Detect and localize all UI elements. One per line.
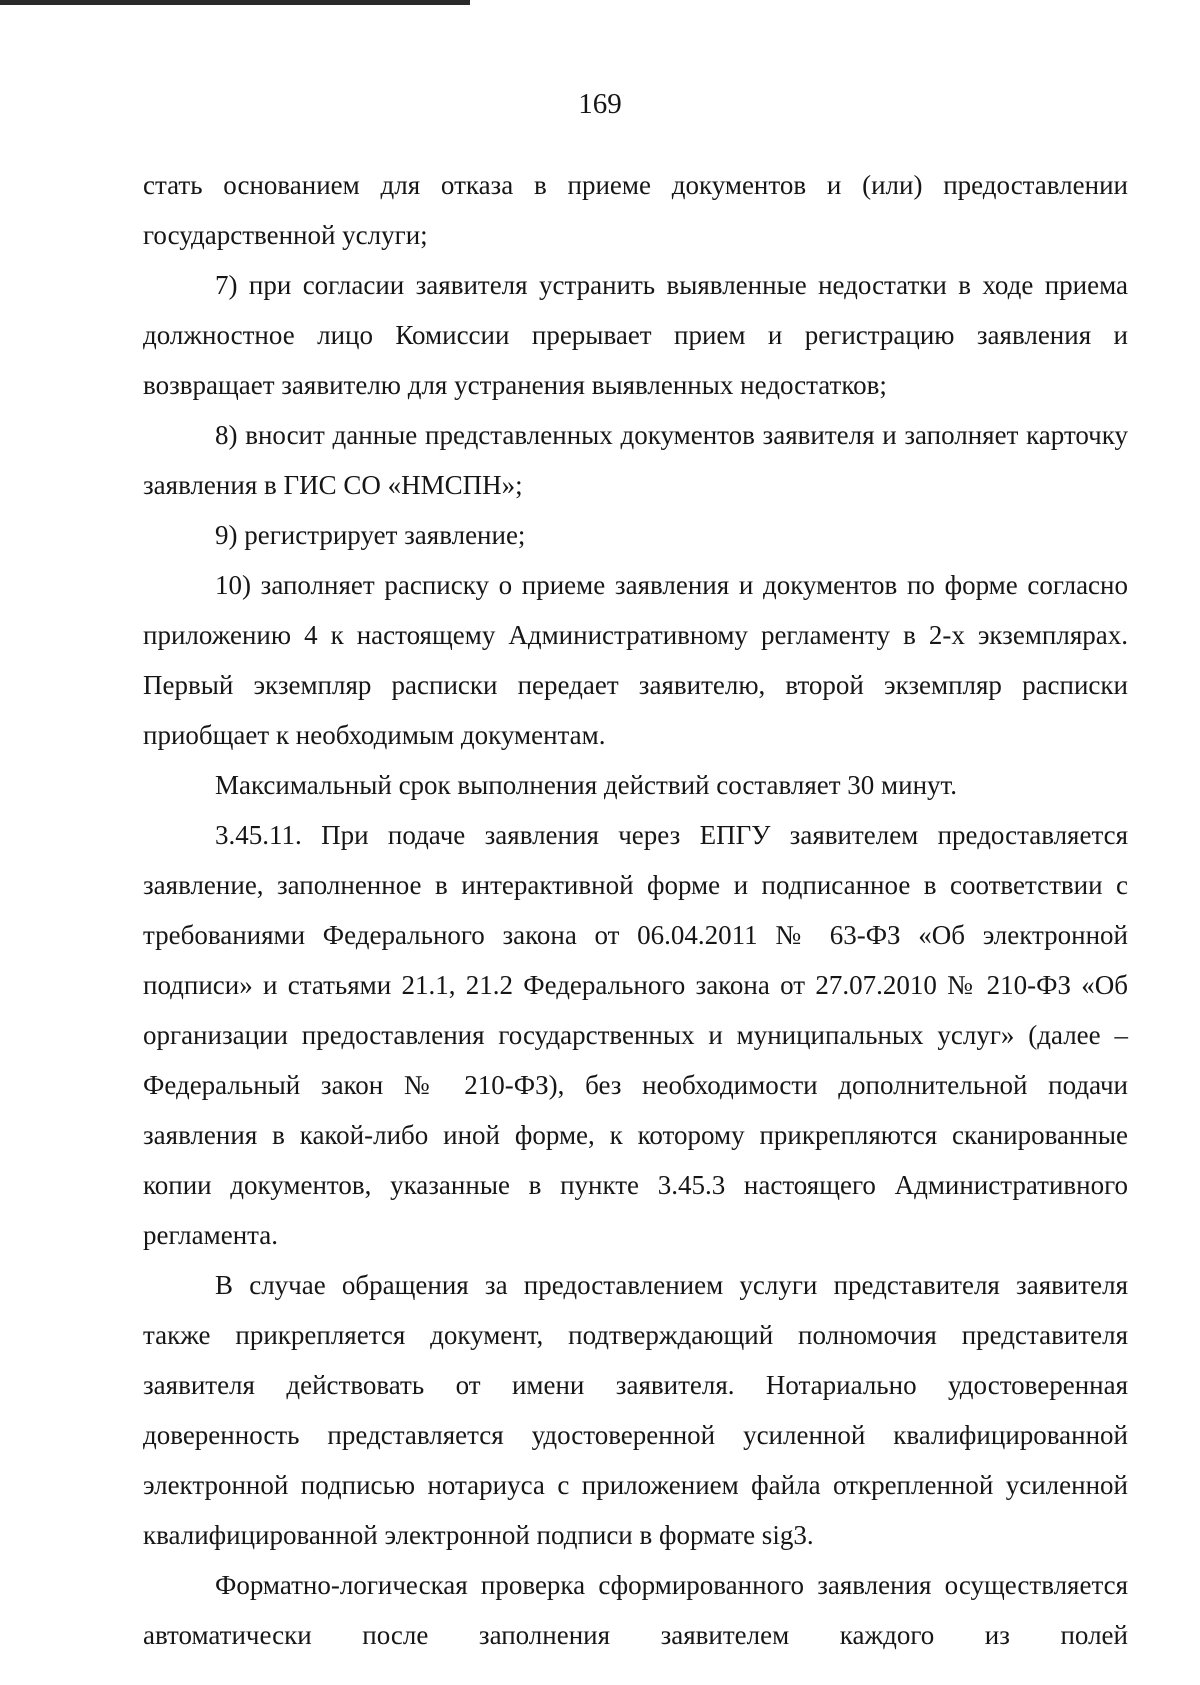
paragraph-item-10: 10) заполняет расписку о приеме заявления и документов по форме согласно приложению 4 к настоящему Административному регламенту в 2-х экземплярах. Первый экземпляр расписки передает заявителю, второй экземпляр расписки приобщает к необходимым документам. bbox=[143, 570, 1128, 750]
top-rule bbox=[0, 0, 470, 5]
paragraph-format-check: Форматно-логическая проверка сформированного заявления осуществляется автоматически после заполнения заявителем каждого из полей bbox=[143, 1570, 1128, 1650]
document-body bbox=[143, 160, 1128, 1660]
paragraph-item-8: 8) вносит данные представленных документов заявителя и заполняет карточку заявления в ГИС СО «НМСПН»; bbox=[143, 420, 1128, 500]
page-number: 169 bbox=[578, 88, 622, 120]
paragraph-max-time: Максимальный срок выполнения действий составляет 30 минут. bbox=[215, 770, 958, 800]
paragraph-item-9: 9) регистрирует заявление; bbox=[215, 520, 526, 550]
paragraph-item-7: 7) при согласии заявителя устранить выявленные недостатки в ходе приема должностное лицо Комиссии прерывает прием и регистрацию заявления и возвращает заявителю для устранения выявленных недостатков; bbox=[143, 270, 1128, 400]
paragraph-continuation: стать основанием для отказа в приеме документов и (или) предоставлении государственной услуги; bbox=[143, 170, 1128, 250]
paragraph-3-45-11: 3.45.11. При подаче заявления через ЕПГУ заявителем предоставляется заявление, заполненное в интерактивной форме и подписанное в соответствии с требованиями Федерального закона от 06.04.2011 № 63-ФЗ «Об электронной подписи» и статьями 21.1, 21.2 Федерального закона от 27.07.2010 № 210-ФЗ «Об организации предоставления государственных и муниципальных услуг» (далее – Федеральный закон № 210-ФЗ), без необходимости дополнительной подачи заявления в какой-либо иной форме, к которому прикрепляются сканированные копии документов, указанные в пункте 3.45.3 настоящего Административного регламента. bbox=[143, 820, 1128, 1250]
paragraph-representative: В случае обращения за предоставлением услуги представителя заявителя также прикрепляется документ, подтверждающий полномочия представителя заявителя действовать от имени заявителя. Нотариально удостоверенная доверенность представляется удостоверенной усиленной квалифицированной электронной подписью нотариуса с приложением файла открепленной усиленной квалифицированной электронной подписи в формате sig3. bbox=[143, 1270, 1128, 1550]
